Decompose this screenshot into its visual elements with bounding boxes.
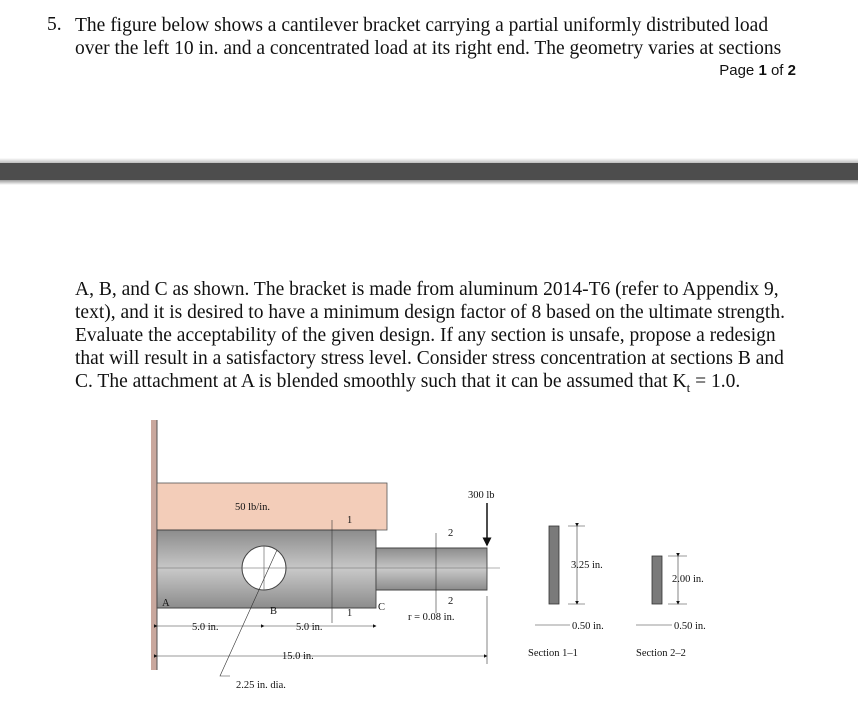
page-divider-shadow-bottom [0, 180, 858, 185]
section-2-top-label: 2 [448, 528, 454, 539]
label-b: B [270, 606, 278, 617]
hole-diameter-label: 2.25 in. dia. [236, 680, 286, 691]
label-c: C [378, 602, 386, 613]
dim-left-label: 5.0 in. [192, 622, 219, 633]
section-1-top-label: 1 [347, 515, 353, 526]
point-load-label: 300 lb [468, 490, 495, 501]
page-of: of [770, 62, 784, 79]
section-2-height-label: 2.00 in. [672, 574, 704, 585]
problem-intro-line-1: The figure below shows a cantilever bracket carrying a partial uniformly distributed load [75, 15, 769, 36]
section-2-title: Section 2–2 [636, 648, 686, 659]
page-indicator [719, 62, 796, 79]
body-line-5-text: C. The attachment at A is blended smoothly such that it can be assumed that K [75, 371, 687, 392]
body-line-5 [75, 370, 740, 399]
section-1-title: Section 1–1 [528, 648, 578, 659]
section-1-height-label: 3.25 in. [571, 560, 603, 571]
section-2-bottom-label: 2 [448, 596, 454, 607]
support-wall [151, 420, 157, 670]
body-line-3: Evaluate the acceptability of the given design. If any section is unsafe, propose a redesign [75, 325, 776, 346]
page-prefix: Page [719, 62, 755, 79]
problem-number: 5. [47, 14, 62, 35]
body-line-5-end: = 1.0. [690, 371, 741, 392]
dim-mid-label: 5.0 in. [296, 622, 323, 633]
body-line-4: that will result in a satisfactory stress level. Consider stress concentration at sections B and [75, 348, 784, 369]
problem-intro-line-2: over the left 10 in. and a concentrated load at its right end. The geometry varies at sections [75, 38, 782, 59]
dim-total-label: 15.0 in. [282, 651, 314, 662]
bracket-body-small [376, 548, 487, 590]
fillet-radius-label: r = 0.08 in. [408, 612, 455, 623]
distributed-load-region [157, 483, 387, 530]
label-a: A [162, 598, 170, 609]
section-1-bottom-label: 1 [347, 608, 353, 619]
section-2-width-label: 0.50 in. [674, 621, 706, 632]
kt-subscript: t [686, 379, 691, 395]
distributed-load-label: 50 lb/in. [235, 502, 271, 513]
section-2-view [652, 556, 662, 604]
body-line-2: text), and it is desired to have a minimum design factor of 8 based on the ultimate strength. [75, 302, 785, 323]
cantilever-bracket-figure [140, 418, 740, 718]
page-current: 1 [758, 62, 767, 79]
section-1-width-label: 0.50 in. [572, 621, 604, 632]
body-line-1: A, B, and C as shown. The bracket is made from aluminum 2014-T6 (refer to Appendix 9, [75, 279, 779, 300]
page-divider [0, 163, 858, 180]
page-total: 2 [787, 62, 796, 79]
section-1-view [549, 526, 559, 604]
